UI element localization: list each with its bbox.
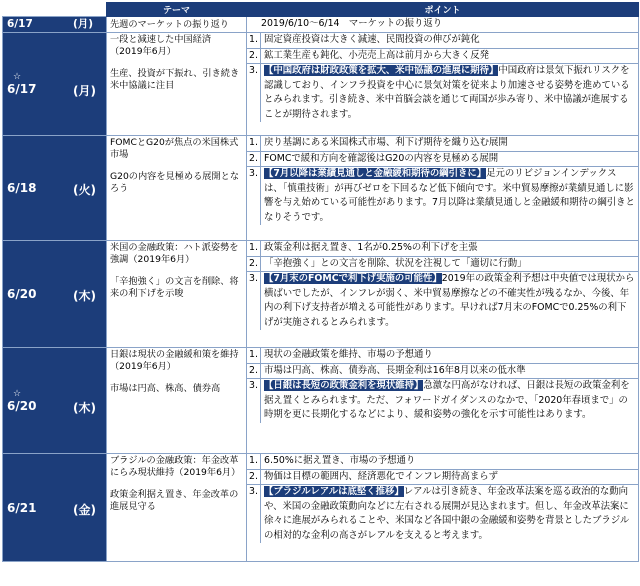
point-number: 1. — [247, 136, 261, 151]
point-item — [247, 241, 638, 257]
point-number: 3. — [247, 167, 261, 225]
point-text: 固定資産投資は大きく減速、民間投資の伸びが鈍化 — [264, 34, 480, 45]
points-cell — [247, 17, 639, 33]
point-item — [247, 470, 638, 486]
point-number: 3. — [247, 379, 261, 423]
point-highlight: 【7月末のFOMCで利下げ実施の可能性】 — [264, 273, 442, 285]
star-icon: ☆ — [13, 72, 22, 82]
date-cell — [3, 348, 107, 454]
points-cell — [247, 241, 639, 348]
point-item — [247, 485, 638, 543]
points-cell — [247, 136, 639, 241]
theme-summary: G20の内容を見極める展開となろう — [110, 170, 240, 195]
point-body: 急激な円高がなければ、日銀は長短の政策金利を据え置くとみられます。ただ、フォワードガイダンスのなかで、「2020年春頃まで」の時期を更に長期化するなどにより、緩和姿勢の強化を示す可能性はあります。 — [264, 380, 630, 421]
theme-cell — [107, 454, 247, 562]
point-text: 戻り基調にある米国株式市場、利下げ期待を織り込む展開 — [264, 137, 508, 148]
point-item — [247, 152, 638, 168]
date-cell — [3, 33, 107, 136]
point-text: 政策金利は据え置き、1名が0.25%の利下げを主張 — [264, 242, 478, 253]
theme-title[interactable]: 日銀は現状の金融緩和策を維持（2019年6月） — [110, 349, 239, 373]
point-text: FOMCで緩和方向を確認後はG20の内容を見極める展開 — [264, 152, 499, 164]
theme-summary: 「辛抱強く」の文言を削除、将来の利下げを示唆 — [110, 275, 239, 300]
date-cell — [3, 454, 107, 562]
point-number: 2. — [247, 470, 261, 485]
table-row — [3, 33, 639, 136]
table-row — [3, 454, 639, 562]
theme-cell — [107, 33, 247, 136]
date-label: 6/17 — [7, 18, 33, 30]
point-text — [261, 64, 638, 122]
table-row — [3, 348, 639, 454]
market-report-table — [2, 2, 639, 562]
point-highlight: 【7月以降は業績見通しと金融緩和期待の綱引きに】 — [264, 168, 487, 180]
star-icon: ☆ — [13, 388, 22, 399]
point-number: 3. — [247, 485, 261, 543]
point-number: 1. — [247, 33, 261, 48]
point-item — [247, 348, 638, 364]
weekday-label: (金) — [73, 502, 96, 517]
point-text — [261, 379, 638, 423]
table-header-row — [3, 3, 639, 17]
theme-title[interactable]: ブラジルの金融政策：年金改革にらみ現状維持（2019年6月） — [110, 455, 241, 479]
point-number: 2. — [247, 49, 261, 64]
point-item — [247, 49, 638, 65]
theme-summary: 生産、投資が下振れ、引き続き米中協議に注目 — [110, 67, 240, 92]
point-text — [261, 485, 638, 543]
date-label: 6/20 — [7, 398, 37, 413]
point-number: 1. — [247, 241, 261, 256]
point-text — [261, 167, 638, 225]
point-highlight: 【中国政府は財政政策を拡大、米中協議の進展に期待】 — [264, 65, 499, 77]
theme-title[interactable]: 先週のマーケットの振り返り — [110, 19, 229, 30]
date-label: 6/20 — [7, 287, 37, 301]
theme-title[interactable]: 米国の金融政策：ハト派姿勢を強調（2019年6月） — [110, 242, 239, 266]
date-cell — [3, 17, 107, 33]
date-label: 6/17 — [7, 82, 37, 96]
point-item — [247, 379, 638, 423]
table-row — [3, 17, 639, 33]
points-cell — [247, 454, 639, 562]
points-cell — [247, 33, 639, 136]
point-text: 「辛抱強く」との文言を削除、状況を注視して「適切に行動」 — [264, 257, 527, 269]
point-text: 物価は目標の範囲内、経済悪化でインフレ期待高まらず — [264, 470, 499, 482]
weekday-label: (木) — [73, 400, 96, 415]
point-number: 1. — [247, 348, 261, 363]
weekday-label: (木) — [73, 289, 96, 303]
weekday-label: (火) — [73, 183, 96, 197]
point-item — [247, 136, 638, 152]
point-number: 3. — [247, 64, 261, 122]
header-theme: テーマ — [107, 3, 247, 17]
theme-summary: 市場は円高、株高、債券高 — [110, 382, 221, 394]
point-item — [247, 167, 638, 225]
point-text: 2019/6/10～6/14 マーケットの振り返り — [261, 18, 443, 29]
point-text: 市場は円高、株高、債券高、長期金利は16年8月以来の低水準 — [264, 364, 526, 376]
theme-cell — [107, 136, 247, 241]
point-body: 2019年の政策金利予想は中央値では現状から横ばいでしたが、インフレが弱く、米中貿易摩擦などの不確実性が残るなか、今後、年内の利下げ支持者が増える可能性があります。早ければ7月末のFOMCで0.25%の利下げが実施されるとみられます。 — [264, 273, 635, 328]
theme-summary: 政策金利据え置き、年金改革の進展見守る — [110, 488, 239, 513]
point-number: 1. — [247, 454, 261, 469]
point-number: 2. — [247, 257, 261, 272]
points-cell — [247, 348, 639, 454]
theme-title[interactable]: 一段と減速した中国経済（2019年6月） — [110, 34, 212, 58]
theme-cell — [107, 17, 247, 33]
point-text — [261, 272, 638, 330]
theme-title[interactable]: FOMCとG20が焦点の米国株式市場 — [110, 137, 239, 161]
date-cell — [3, 241, 107, 348]
point-number: 2. — [247, 152, 261, 167]
point-item — [247, 64, 638, 122]
date-label: 6/18 — [7, 181, 37, 195]
theme-cell — [107, 241, 247, 348]
point-body: 足元のリビジョンインデックスは、「慎重技術」が再びゼロを下回るなど低下傾向です。米中貿易摩擦が業績見通しに影響を与え始めている可能性があります。7月以降は業績見通しと金融緩和期待の綱引きとなりそうです。 — [264, 168, 635, 223]
weekday-label: (月) — [73, 18, 94, 30]
point-highlight: 【日銀は長短の政策金利を現状維持】 — [264, 380, 424, 392]
point-item — [247, 272, 638, 330]
table-row — [3, 136, 639, 241]
point-text: 6.50%に据え置き、市場の予想通り — [264, 455, 416, 466]
point-highlight: 【ブラジルレアルは底堅く推移】 — [264, 486, 404, 498]
point-number: 2. — [247, 364, 261, 379]
theme-cell — [107, 348, 247, 454]
point-text: 鉱工業生産も鈍化、小売売上高は前月から大きく反発 — [264, 49, 490, 61]
point-item — [247, 454, 638, 470]
date-label: 6/21 — [7, 500, 37, 515]
header-point: ポイント — [247, 3, 639, 17]
point-number: 3. — [247, 272, 261, 330]
point-body: 中国政府は景気下振れリスクを認識しており、インフラ投資を中心に景気対策を従来より加速させる姿勢を進めているとみられます。引き続き、米中首脳会談を通じて両国が歩み寄り、米中協議が進展することが期待されます。 — [264, 65, 630, 120]
weekday-label: (月) — [73, 84, 96, 98]
point-item — [247, 257, 638, 273]
date-cell — [3, 136, 107, 241]
point-item — [247, 364, 638, 380]
point-text: 現状の金融政策を維持、市場の予想通り — [264, 349, 433, 360]
table-row — [3, 241, 639, 348]
point-item — [247, 33, 638, 49]
point-body: レアルは引き続き、年金改革法案を巡る政治的な動向や、米国の金融政策動向などに左右される展開が見込まれます。但し、年金改革法案に徐々に進展がみられることや、米国など各国中銀の金融緩和姿勢を背景としたブラジルの相対的な金利の高さがレアルを支えると考えます。 — [264, 486, 630, 541]
header-blank — [3, 3, 107, 17]
